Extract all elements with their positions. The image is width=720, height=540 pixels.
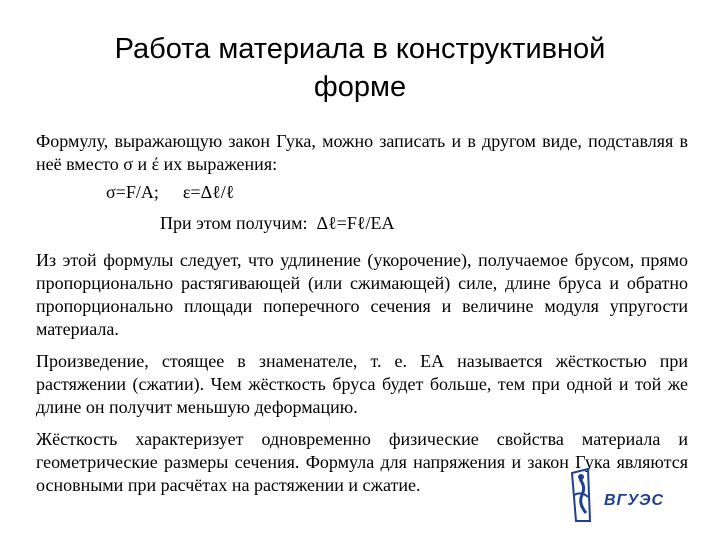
- paragraph-stiffness: Произведение, стоящее в знаменателе, т. е. ЕА называется жёсткостью при растяжении (сжатии). Чем жёсткость бруса будет больше, тем при одной и той же длине он получит меньшую деформацию.: [36, 351, 688, 417]
- formula-stress: σ=F/A;: [106, 182, 159, 202]
- slide-title: [40, 30, 680, 106]
- logo-text: ВГУЭС: [604, 492, 665, 509]
- paragraph-summary: Жёсткость характеризует одновременно физические свойства материала и геометрические размеры сечения. Формула для напряжения и закон Гука являются основными при расчётах на растяжении и сжатие.: [36, 429, 688, 495]
- paragraph-consequence: Из этой формулы следует, что удлинение (укорочение), получаемое брусом, прямо пропорционально растягивающей (или сжимающей) силе, длине бруса и обратно пропорционально площади поперечного сечения и величине модуля упругости материала.: [36, 250, 688, 339]
- formula-definitions: [106, 181, 234, 204]
- slide-title-line-2: форме: [313, 71, 407, 103]
- paragraph-intro: Формулу, выражающую закон Гука, можно записать и в другом виде, подставляя в неё вместо σ и έ их выражения:: [36, 131, 688, 174]
- formula-result: При этом получим: Δℓ=Fℓ/EA: [160, 213, 395, 233]
- slide-title-line-1: Работа материала в конструктивной: [114, 33, 606, 65]
- formula-strain: ε=Δℓ/ℓ: [182, 182, 235, 202]
